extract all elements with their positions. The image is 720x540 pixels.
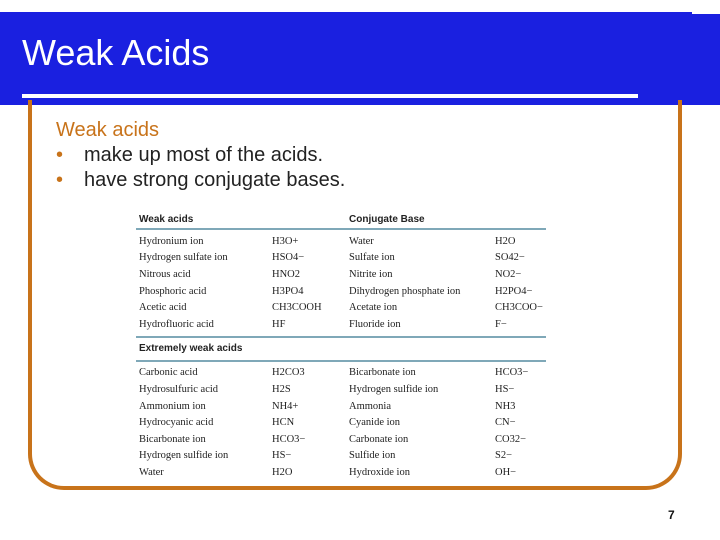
base-formula: NH3 (495, 400, 516, 412)
table-rule (136, 228, 546, 230)
acid-name: Hydrosulfuric acid (139, 383, 219, 395)
body-text (56, 118, 345, 193)
base-name: Carbonate ion (349, 433, 409, 445)
section-label: Extremely weak acids (139, 343, 243, 355)
acid-name: Hydrogen sulfate ion (139, 252, 228, 264)
acid-formula: H3O+ (272, 235, 299, 247)
base-name: Bicarbonate ion (349, 367, 416, 379)
base-name: Sulfide ion (349, 450, 396, 462)
table-row (136, 448, 546, 465)
acid-formula: HS− (272, 450, 292, 462)
base-formula: NO2− (495, 268, 522, 280)
table-row (136, 431, 546, 448)
slide-title: Weak Acids (22, 32, 210, 73)
table-row (136, 266, 546, 283)
base-formula: F− (495, 318, 507, 330)
acid-formula: H2S (272, 383, 291, 395)
acid-name: Acetic acid (139, 302, 187, 314)
acid-name: Hydrocyanic acid (139, 417, 214, 429)
acid-formula: CH3COOH (272, 302, 322, 314)
base-name: Water (349, 235, 374, 247)
base-name: Acetate ion (349, 302, 398, 314)
table-row (136, 233, 546, 250)
acid-name: Water (139, 466, 164, 478)
table-rule (136, 336, 546, 338)
acid-name: Ammonium ion (139, 400, 206, 412)
header-conjugate-base: Conjugate Base (349, 214, 425, 225)
header-weak-acids: Weak acids (139, 214, 194, 225)
bullet-text: have strong conjugate bases. (84, 169, 346, 191)
base-formula: HCO3− (495, 367, 529, 379)
base-formula: CO32− (495, 433, 527, 445)
bullet-marker: • (56, 169, 64, 191)
acid-name: Phosphoric acid (139, 285, 207, 297)
base-name: Hydroxide ion (349, 466, 410, 478)
extreme-acids-body (136, 365, 546, 481)
table-row (136, 283, 546, 300)
base-formula: H2O (495, 235, 516, 247)
bullet-item (56, 168, 345, 193)
table-row (136, 381, 546, 398)
acid-formula: HF (272, 318, 286, 330)
acid-name: Hydrogen sulfide ion (139, 450, 229, 462)
table-row (136, 464, 546, 481)
weak-acids-body (136, 233, 546, 333)
base-name: Hydrogen sulfide ion (349, 383, 439, 395)
acid-name: Hydrofluoric acid (139, 318, 214, 330)
acid-formula: H3PO4 (272, 285, 304, 297)
section-heading: Weak acids (56, 119, 160, 141)
base-name: Nitrite ion (349, 268, 393, 280)
acid-formula: HNO2 (272, 268, 300, 280)
table-header (136, 208, 546, 225)
table-row (136, 316, 546, 333)
base-formula: OH− (495, 466, 517, 478)
base-name: Dihydrogen phosphate ion (349, 285, 461, 297)
title-bar-notch (692, 12, 720, 14)
acid-formula: HCO3− (272, 433, 306, 445)
base-name: Sulfate ion (349, 252, 395, 264)
page-number: 7 (668, 508, 675, 522)
table-row (136, 365, 546, 382)
acid-base-table (136, 208, 546, 481)
base-formula: S2− (495, 450, 513, 462)
bullet-marker: • (56, 144, 64, 166)
acid-formula: HCN (272, 417, 295, 429)
base-formula: H2PO4− (495, 285, 533, 297)
base-formula: SO42− (495, 252, 525, 264)
table-row (136, 299, 546, 316)
acid-name: Carbonic acid (139, 367, 198, 379)
title-underline (22, 94, 638, 98)
acid-name: Hydronium ion (139, 235, 204, 247)
acid-formula: H2CO3 (272, 367, 305, 379)
acid-name: Nitrous acid (139, 268, 191, 280)
acid-name: Bicarbonate ion (139, 433, 206, 445)
table-row (136, 250, 546, 267)
base-name: Ammonia (349, 400, 391, 412)
table-row (136, 398, 546, 415)
bullet-text: make up most of the acids. (84, 144, 324, 166)
bullet-item (56, 143, 345, 168)
base-formula: CH3COO− (495, 302, 543, 314)
base-formula: CN− (495, 417, 516, 429)
base-name: Fluoride ion (349, 318, 401, 330)
acid-formula: HSO4− (272, 252, 305, 264)
base-formula: HS− (495, 383, 515, 395)
base-name: Cyanide ion (349, 417, 401, 429)
table-rule (136, 360, 546, 362)
acid-formula: NH4+ (272, 400, 299, 412)
table-row (136, 414, 546, 431)
acid-formula: H2O (272, 466, 293, 478)
